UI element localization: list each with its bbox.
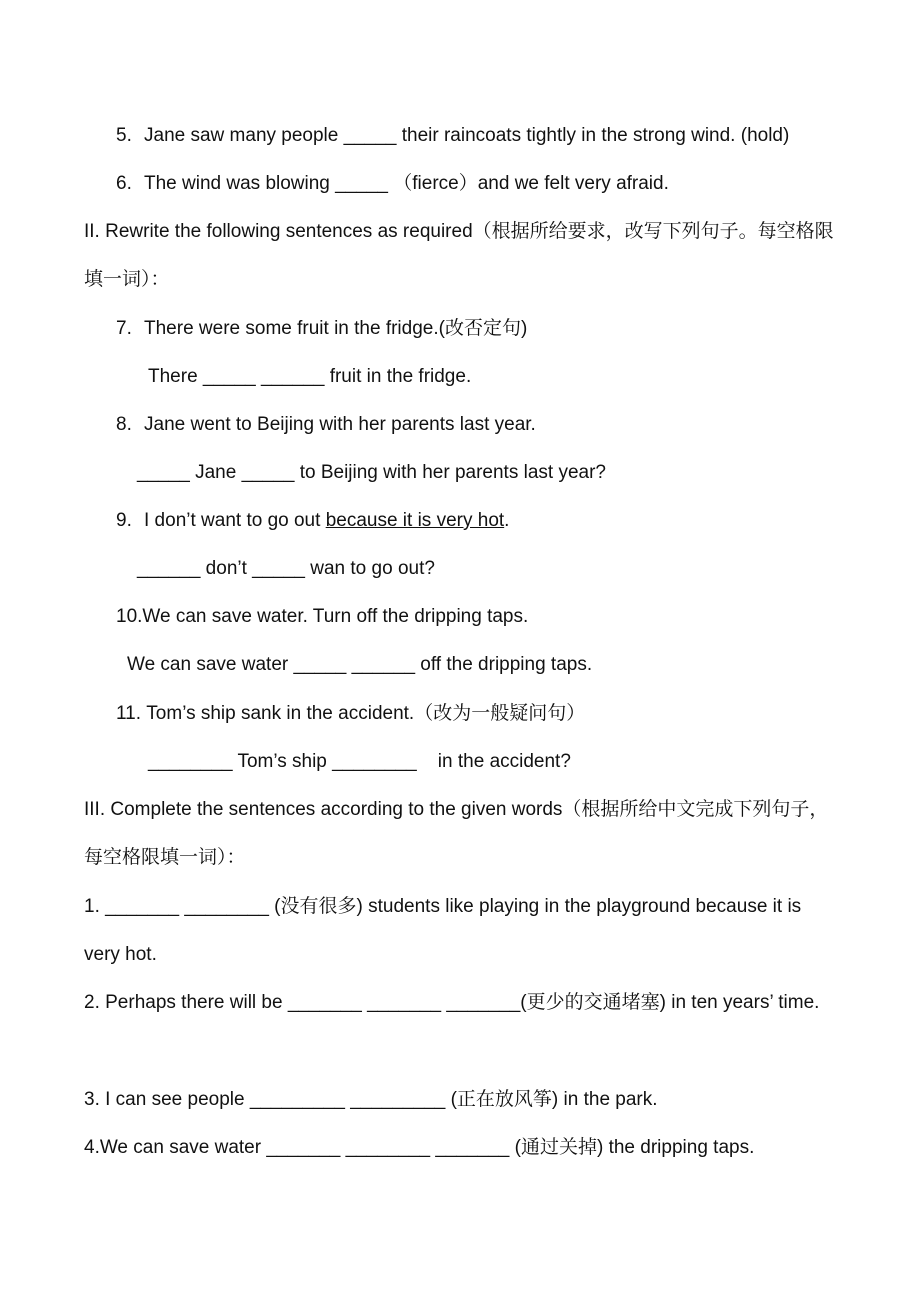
question-number: 7. (116, 318, 132, 339)
question-8 (116, 413, 536, 437)
question-number: 5. (116, 125, 132, 146)
underlined-phrase: because it is very hot (325, 510, 505, 531)
sentence-3: 3. I can see people _________ _________ (正在放风筝) in the park. (84, 1089, 658, 1110)
question-text-before: I don’t want to go out (144, 510, 326, 531)
question-number: 9. (116, 510, 132, 531)
answer-line-11: ________ Tom’s ship ________ in the accident? (148, 751, 571, 772)
sentence-4: 4.We can save water _______ ________ _______ (通过关掉) the dripping taps. (84, 1137, 755, 1158)
question-11 (116, 702, 585, 726)
question-text: We can save water. Turn off the dripping taps. (142, 606, 529, 627)
question-6 (116, 172, 669, 196)
answer-line-10: We can save water _____ ______ off the dripping taps. (127, 654, 593, 675)
question-number: 11. (116, 703, 142, 724)
answer-line-8: _____ Jane _____ to Beijing with her parents last year? (137, 462, 606, 483)
question-text: There were some fruit in the fridge.(改否定句) (144, 318, 528, 339)
question-text-after: . (504, 510, 510, 531)
question-number: 8. (116, 414, 132, 435)
question-number: 6. (116, 173, 132, 194)
answer-line-7: There _____ ______ fruit in the fridge. (148, 366, 472, 387)
question-10 (116, 605, 528, 629)
question-text: The wind was blowing _____ （fierce）and we felt very afraid. (144, 173, 669, 194)
question-text: Jane saw many people _____ their raincoats tightly in the strong wind. (hold) (144, 125, 790, 146)
question-number: 10. (116, 606, 143, 627)
question-text: Tom’s ship sank in the accident.（改为一般疑问句） (146, 703, 586, 724)
section-2-heading: II. Rewrite the following sentences as required（根据所给要求，改写下列句子。每空格限填一词）： (84, 221, 834, 290)
answer-line-9: ______ don’t _____ wan to go out? (137, 558, 435, 579)
sentence-1: 1. _______ ________ (没有很多) students like playing in the playground because it is very hot. (84, 896, 802, 965)
question-7 (116, 317, 527, 341)
section-3-heading: III. Complete the sentences according to the given words（根据所给中文完成下列句子，每空格限填一词）： (84, 799, 829, 868)
sentence-2: 2. Perhaps there will be _______ _______ _______(更少的交通堵塞) in ten years’ time. (84, 992, 820, 1013)
question-5 (116, 124, 789, 148)
question-text: Jane went to Beijing with her parents last year. (144, 414, 536, 435)
question-9 (116, 509, 509, 533)
